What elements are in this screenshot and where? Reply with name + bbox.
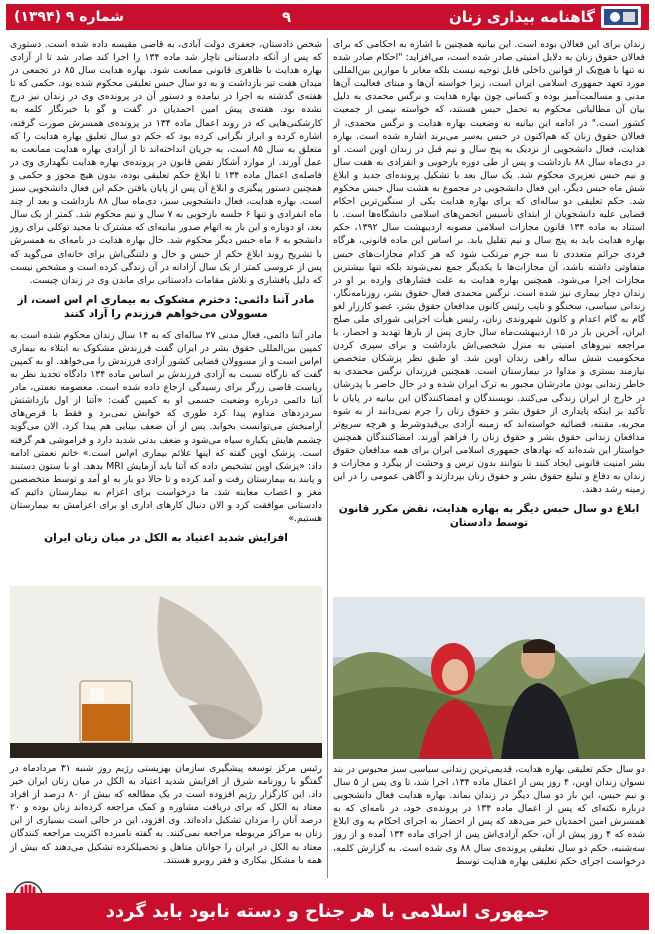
- magazine-title: گاهنامه بیداری زنان: [449, 8, 595, 26]
- photo-alcohol: [10, 586, 322, 758]
- right-column: [333, 38, 645, 538]
- column-divider: [327, 38, 328, 878]
- masthead-right: [449, 6, 641, 28]
- article-paragraph: زندان برای این فعالان بوده است. این بیانیه همچنین با اشاره به احکامی که برای فعالان حقوق زنان به دلایل امنیتی صادر شده است، می‌افزاید: "احکام صادر شده نه تنها با هیچ‌یک از قوانین داخلی قابل توجیه نیست بلکه مغایر با موازین بین‌المللی مورد تعهد جمهوری اسلامی ایران است، زیرا خواسته آن‌ها و مبنای فعالیت آن‌ها مدنی و مسالمت‌آمیز بوده و کسانی چون بهاره هدایت و نرگس محمدی به دلیل بیان آن مطالباتی محکوم به تحمل حبس هستند، که خواسته نیمی از جمعیت کشور است." در ادامه این بیانیه به وضعیت بهاره هدایت و نرگس محمدی، از فعالان حقوق زنان که هم‌اکنون در حبس به‌سر می‌برند اشاره شده است. بهاره هدایت، فعال دانشجویی از نزدیک به پنج سال و نیم قبل در زندان اوین است. او در دی‌ماه سال ۸۸ بازداشت و پس از طی دوره بازجویی و انفرادی به هفت سال و نیم حبس تعزیری محکوم شد. یک سال بعد با تشکیل پرونده‌ای جدید و ابلاغ شش ماه حبس دیگر، این فعال دانشجویی در مجموع به هشت سال حبس محکوم شد. حکم تعلیقی دو ساله‌ای که برای بهاره هدایت یکی از سنگین‌ترین احکام قضایی علیه دانشجویان از ابتدای تأسیس انجمن‌های اسلامی دانشگاه‌ها است. با استناد به ماده ۱۳۴ قانون مجازات اسلامی مصوبه اردیبهشت سال ۱۳۹۲، حکم بهاره هدایت باید به پنج سال و نیم تقلیل یابد. بر اساس این ماده قانونی، هرگاه فردی جرائم متعددی تا سه جرم مرتکب شود که هر کدام مجازات‌های حبس متفاوتی داشته باشد، آن مجازات‌ها با یکدیگر جمع نمی‌شوند بلکه تنها بیشترین مجازات اجرا می‌شود. همچنین بهاره هدایت به علت فشارهای وارده بر او در زندان دچار بیماری نیز شده است. نرگس محمدی فعال حقوق بشر، روزنامه‌نگار، زندانی سیاسی، سخنگو و نایب رئیس کانون مدافعان حقوق بشر، عضو کارزار لغو گام به گام اعدام و کانون شهروندی زنان، رئیس هیأت اجرایی شورای ملی صلح ایران، آخرین بار در ۱۵ اردیبهشت‌ماه سال جاری پس از بارها تهدید و احضار، با مراجعه نیروهای امنیتی به منزل شخصی‌اش بازداشت و برای سپری کردن محکومیت شش ساله راهی زندان اوین شد. او طبق نظر پزشکان متخصص نیازمند بستری و مداوا در بیمارستان است. همچنین فرزندان نرگس محمدی به خاطر زندانی بودن مادرشان مجبور به ترک ایران شده و در حال حاضر با پدرشان در خارج از ایران زندگی می‌کنند. نویسندگان و امضاکنندگان این بیانیه در پایان با تأکید بر اینکه پایداری از حقوق بشر و حقوق زنان را جرم نمی‌دانند از به شوه مجربه، مقننه، قضائیه خواسته‌اند که زمینه آزادی بی‌قیدوشرط و هرچه سریع‌تر مدافعان زندانی حقوق بشر و حقوق زنان را فراهم آورند. امضاکنندگان همچنین خواستار این شده‌اند که نهادهای جمهوری اسلامی ایران برای همه مدافعان حقوق بشر امنیت قانونی ایجاد کنند تا بتوانند بدون ترس و وحشت از پیگرد و مجازات و زندان به دفاع و تبلیغ حقوق بشر و حقوق زنان بپردازند و آگاهی عمومی را در این زمینه رشد دهند.: [333, 39, 645, 496]
- left-column: [10, 38, 322, 553]
- article-heading-atena: مادر آتنا دائمی: دخترم مشکوک به بیماری ام اس است، از مسوولان می‌خواهم فرزندم را آزاد کنند: [17, 293, 315, 320]
- article-paragraph: دو سال حکم تعلیقی بهاره هدایت، قدیمی‌ترین زندانی سیاسی سبز محبوس در بند نسوان زندان اوین، ۴ روز پس از اعمال ماده ۱۳۴، اجرا شد، تا وی پس از ۵ سال و نیم حبس، این بار دو سال دیگر در زندان بماند. بهاره هدایت فعال دانشجویی درباره نکته‌ای که پس از اعمال ماده ۱۳۴ در پرونده‌ی خود، در نامه‌ای که به همسرش امین احمدیان خبر می‌دهد که پس از احضار به اجرای احکام به وی ابلاغ شده که ۴ روز پیش از آن، حکم آزادی‌اش پس از اجرای ماده ۱۳۴ آمده و از روز سه‌شنبه، حکم دو سال تعلیقی پرونده‌ی سال ۸۸ وی شده است. به گزارش کلمه، درخواست اجرای حکم تعلیقی بهاره هدایت توسط: [333, 764, 646, 867]
- footer-slogan: جمهوری اسلامی با هر جناح و دسته نابود باید گردد: [105, 901, 550, 922]
- photo-couple: [333, 597, 645, 759]
- footer-banner: [6, 893, 649, 930]
- article-paragraph: مادر آتنا دائمی، فعال مدنی ۲۷ ساله‌ای که به ۱۴ سال زندان محکوم شده است به کمپین بین‌المللی حقوق بشر در ایران گفت فرزندش مشکوک به ابتلاء به بیماری ام‌اس است و از مسوولان قضایی کشور آزادی فرزندش را می‌خواهد. او به کمپین گفت که نارگاه نسبت به آزادی فرزندش بر اساس ماده ۱۳۴ دادگاه تجدید نظر به ریاست قاضی زرگر برای رسیدگی ارجاع داده شده است. معصومه نعمتی، مادر آتنا دائمی درباره وضعیت جسمی او به کمپین گفت: «آتنا از اول بازداشتش سردردهای مداوم پیدا کرد طوری که خوابش نمی‌برد و فقط با قرص‌های آرامبخش می‌توانست بخوابد. پس از آن ضعف بینایی هم پیدا کرد. الان می‌گوید چشمم هایش یکباره سیاه می‌شود و ضعف بدنی شدید دارد و فراموشی هم گرفته است. پزشک اوین گفته که اینها علائم بیماری ام‌اس است.» خانم نعمتی ادامه داد: «پزشک اوین تشخیص داده که آتنا باید آزمایش MRI بدهد. او با ستون دستبند و پابند به بیمارستان رفت و آمد کرده و تا حالا دو بار به او آمد و توسط متخصصین مغز و اعصاب معاینه شد. ما درخواست برای اعزام به بیمارستان دائیم که دادستانی موافقت کرد و الان دنبال کارهای اداری او برای اعزامش به بیمارستان هستیم.»: [10, 329, 322, 525]
- article-heading-alcohol: افزایش شدید اعتیاد به الکل در میان زنان ایران: [44, 532, 288, 545]
- issue-number: شماره ۹ (۱۳۹۴): [14, 9, 125, 25]
- article-heading-hedayat: ابلاغ دو سال حبس دیگر به بهاره هدایت، نقض مکرر قانون توسط دادستان: [338, 503, 640, 530]
- left-column-bottom: [10, 762, 322, 867]
- article-paragraph: رئیس مرکز توسعه پیشگیری سازمان بهزیستی رژیم روز شنبه ۳۱ مردادماه در گفتگو با روزنامه شرق از افزایش شدید اعتیاد به الکل در میان زنان ایران خبر داد. این کارگزار رژیم افزوده است در یک مطالعه که بیش از ۸۰ درصد از افراد معتاد به الکل که برای دریافت مشاوره و کمک مراجعه کرده‌اند زنان بوده و ۲۰ درصد آنان را مردان تشکیل داده‌اند. وی افزود، این در حالی است بسیاری از این زنان به مراکز مربوطه مراجعه نمی‌کنند. به گفته نامبرده اکثریت مراجعه کنندگان معتاد به الکل در ایران را جوانان متاهل و تحصیلکرده تشکیل می‌دهند که بیش از همه با مشکل بیکاری و فقر روبرو هستند.: [10, 763, 322, 866]
- magazine-logo: [601, 6, 641, 28]
- masthead-bar: [6, 4, 649, 30]
- article-paragraph: شخص دادستان، جعفری دولت آبادی، به قاضی مقیسه داده شده است. دستوری که پس از آنکه دادستانی ناچار شد ماده ۱۳۴ را اجرا کند صادر شد تا از آزادی بهاره هدایت با ظاهری قانونی ممانعت شود. بهاره هدایت سال ۸۵ در تجمعی در میدان هفت تیر بازداشت و به دو سال حبس تعلیقی محکوم شده بود. حکمی که تا هفته‌ی گذشته به اجرا در نیامده و دستور آن در پرونده‌ی وی در زندان نیز درج نشده بود. هفته‌ی پیش امین احمدیان در گفت و گو با خبرنگار کلمه به کارشکنی‌هایی که در روند اعمال ماده ۱۳۴ در پرونده‌ی همسرش صورت گرفته، اشاره کرده و ابراز نگرانی کرده بود که حکم دو سال تعلیق بهاره هدایت را که متعلق به سال ۸۵ است، به جریان انداخته‌اند تا از آزادی بهاره هدایت ممانعت به عمل آورند. از موارد آشکار نقض قانون در پرونده‌ی بهاره هدایت نگهداری وی در فاصله‌ی اعمال ماده ۱۳۴ تا ابلاغ حکم تعلیقی بوده، بدون هیچ مجوز و حکمی و همچنین دستور پیگیری و ابلاغ آن پس از پایان یافتن حکم این فعال دانشجویی سبز است. بهاره هدایت، فعال دانشجویی سبز، دی‌ماه سال ۸۸ بازداشت و بعد از چند ماه انفرادی و تنها ۶ جلسه بازجویی به ۷ سال و نیم محکوم شد. کمتر از یک سال بعد، او دوباره و این بار به اتهام صدور بیانیه‌ای که مشترک با مجید توکلی برای روز دانشجو به ۶ ماه حبس دیگر محکوم شد. حال بهاره هدایت در نامه‌ای به همسرش با تشریح روند ابلاغ حکم از حبس و حال و دلتنگی‌اش برای خانه‌ای می‌گوید که پس از عروسی کمتر از یک سال آزادانه در آن زندگی کرده است و مشخص نیست که دلیل پافشاری و تلاش مقامات دادستانی برای ماندن وی در زندان چیست.: [10, 39, 323, 286]
- right-column-bottom: [333, 763, 645, 868]
- page-number: ۹: [281, 8, 292, 26]
